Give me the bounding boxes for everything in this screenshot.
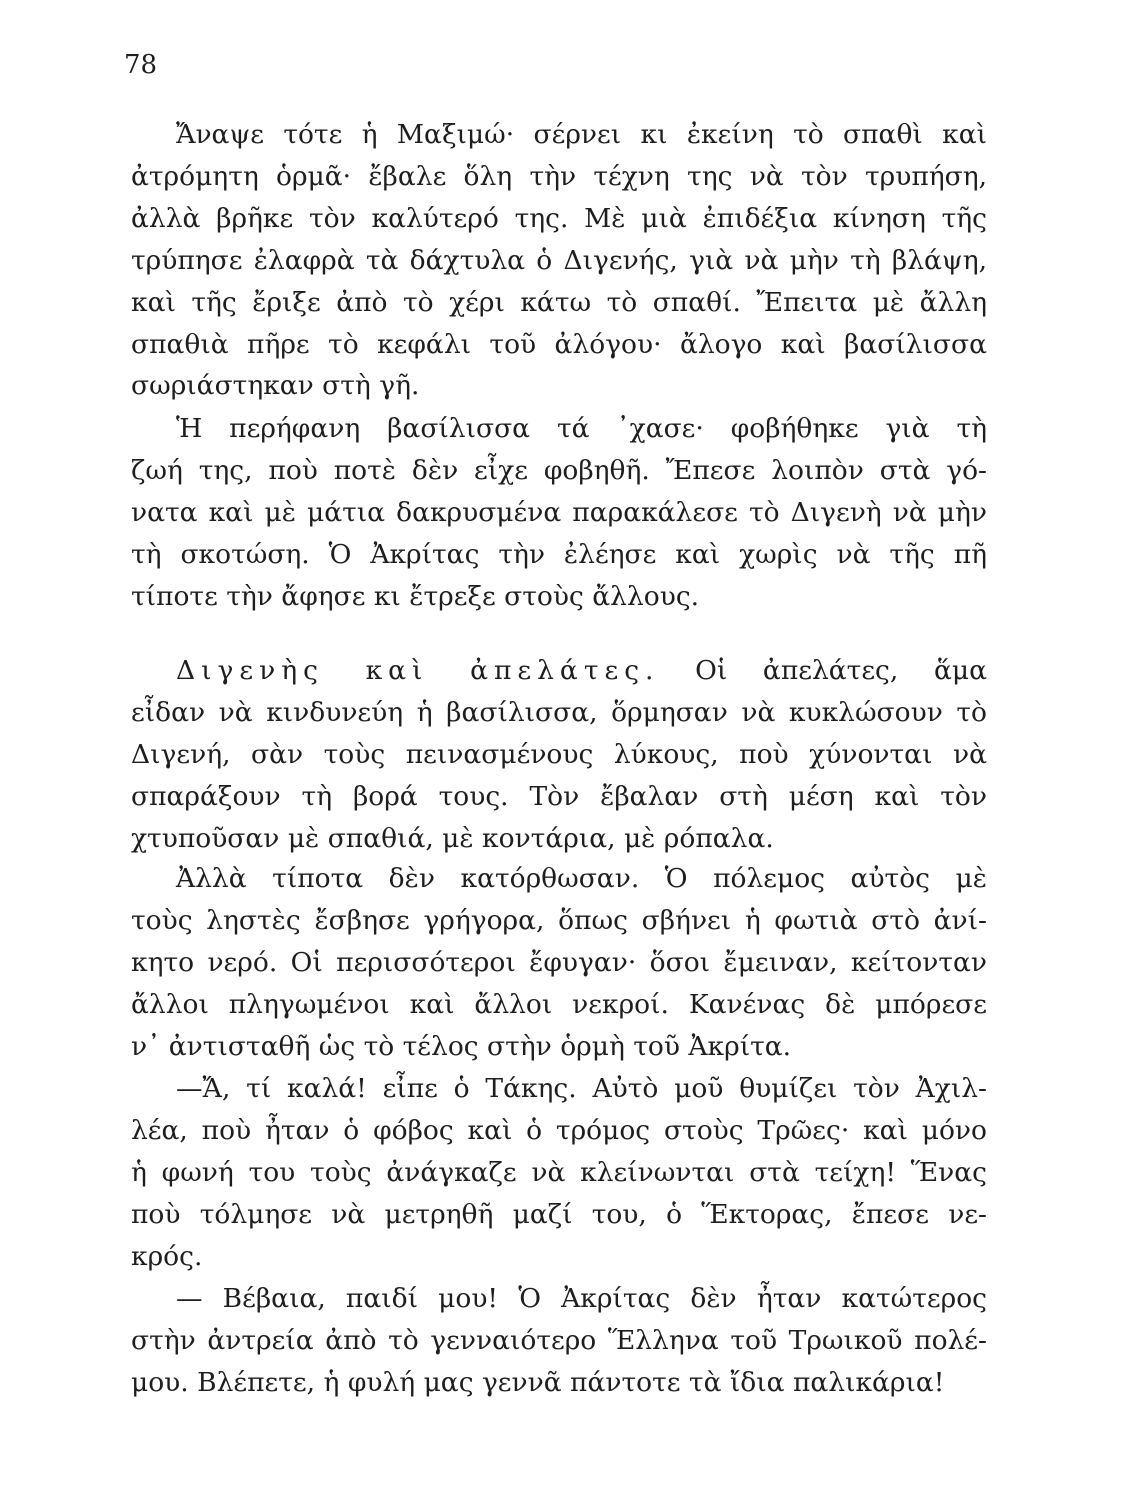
text-line: ν᾽ ἀντισταθῆ ὡς τὸ τέλος στὴν ὁρμὴ τοῦ Ἀκρίτα. (131, 1031, 792, 1062)
text-line: λέα, ποὺ ἦταν ὁ φόβος καὶ ὁ τρόμος στοὺς Τρῶες· καὶ μόνο (131, 1115, 987, 1146)
text-line: τρύπησε ἐλαφρὰ τὰ δάχτυλα ὁ Διγενής, γιὰ νὰ μὴν τὴ βλάψη, (131, 245, 987, 276)
section-heading: Διγενὴς καὶ ἀπελάτες. (176, 655, 660, 686)
text-line: τοὺς ληστὲς ἔσβησε γρήγορα, ὅπως σβήνει ἡ φωτιὰ στὸ ἀνί- (131, 905, 987, 936)
text-line: μου. Βλέπετε, ἡ φυλή μας γεννᾶ πάντοτε τὰ ἴδια παλικάρια! (131, 1367, 945, 1398)
text-line: Διγενή, σὰν τοὺς πεινασμένους λύκους, ποὺ χύνονται νὰ (131, 739, 987, 770)
text-line: ἀτρόμητη ὁρμᾶ· ἔβαλε ὅλη τὴν τέχνη της νὰ τὸν τρυπήση, (131, 161, 987, 192)
text-line: Ἄναψε τότε ἡ Μαξιμώ· σέρνει κι ἐκείνη τὸ σπαθὶ καὶ (176, 119, 987, 150)
text-line: ποὺ τόλμησε νὰ μετρηθῆ μαζί του, ὁ Ἕκτορας, ἔπεσε νε- (131, 1199, 987, 1230)
text-line: τίποτε τὴν ἄφησε κι ἔτρεξε στοὺς ἄλλους. (131, 581, 700, 612)
text-line: — Βέβαια, παιδί μου! Ὁ Ἀκρίτας δὲν ἦταν κατώτερος (176, 1283, 987, 1314)
text-line: ἀλλὰ βρῆκε τὸν καλύτερό της. Μὲ μιὰ ἐπιδέξια κίνηση τῆς (131, 203, 987, 234)
text-line: σπαθιὰ πῆρε τὸ κεφάλι τοῦ ἀλόγου· ἄλογο καὶ βασίλισσα (131, 329, 987, 360)
text-line: σπαράξουν τὴ βορά τους. Τὸν ἔβαλαν στὴ μέση καὶ τὸν (131, 781, 987, 812)
text-line: Ἡ περήφανη βασίλισσα τά ᾽χασε· φοβήθηκε γιὰ τὴ (176, 413, 987, 444)
text-line: νατα καὶ μὲ μάτια δακρυσμένα παρακάλεσε τὸ Διγενὴ νὰ μὴν (131, 497, 987, 528)
text-line: —Ἄ, τί καλά! εἶπε ὁ Τάκης. Αὐτὸ μοῦ θυμίζει τὸν Ἀχιλ- (176, 1073, 987, 1104)
text-fragment: Οἱ ἀπελάτες, ἅμα (695, 655, 987, 686)
text-line: κητο νερό. Οἱ περισσότεροι ἔφυγαν· ὅσοι ἔμειναν, κείτονταν (131, 947, 987, 978)
text-line: κρός. (131, 1241, 203, 1272)
text-line: χτυποῦσαν μὲ σπαθιά, μὲ κοντάρια, μὲ ρόπαλα. (131, 823, 774, 854)
text-line: σωριάστηκαν στὴ γῆ. (131, 370, 420, 401)
text-line: τὴ σκοτώση. Ὁ Ἀκρίτας τὴν ἐλέησε καὶ χωρὶς νὰ τῆς πῆ (131, 539, 987, 570)
text-line: Ἀλλὰ τίποτα δὲν κατόρθωσαν. Ὁ πόλεμος αὐτὸς μὲ (176, 863, 987, 894)
text-line: ἡ φωνή του τοὺς ἀνάγκαζε νὰ κλείνωνται στὰ τείχη! Ἕνας (131, 1157, 987, 1188)
text-line: ἄλλοι πληγωμένοι καὶ ἄλλοι νεκροί. Κανένας δὲ μπόρεσε (131, 989, 987, 1020)
page-number: 78 (124, 50, 158, 80)
text-line: καὶ τῆς ἔριξε ἀπὸ τὸ χέρι κάτω τὸ σπαθί. Ἔπειτα μὲ ἄλλη (131, 287, 987, 318)
text-line: ζωή της, ποὺ ποτὲ δὲν εἶχε φοβηθῆ. Ἔπεσε λοιπὸν στὰ γό- (131, 455, 987, 486)
section-first-line (176, 655, 987, 686)
text-line: στὴν ἀντρεία ἀπὸ τὸ γενναιότερο Ἕλληνα τοῦ Τρωικοῦ πολέ- (131, 1325, 987, 1356)
text-line: εἶδαν νὰ κινδυνεύη ἡ βασίλισσα, ὅρμησαν νὰ κυκλώσουν τὸ (131, 697, 987, 728)
